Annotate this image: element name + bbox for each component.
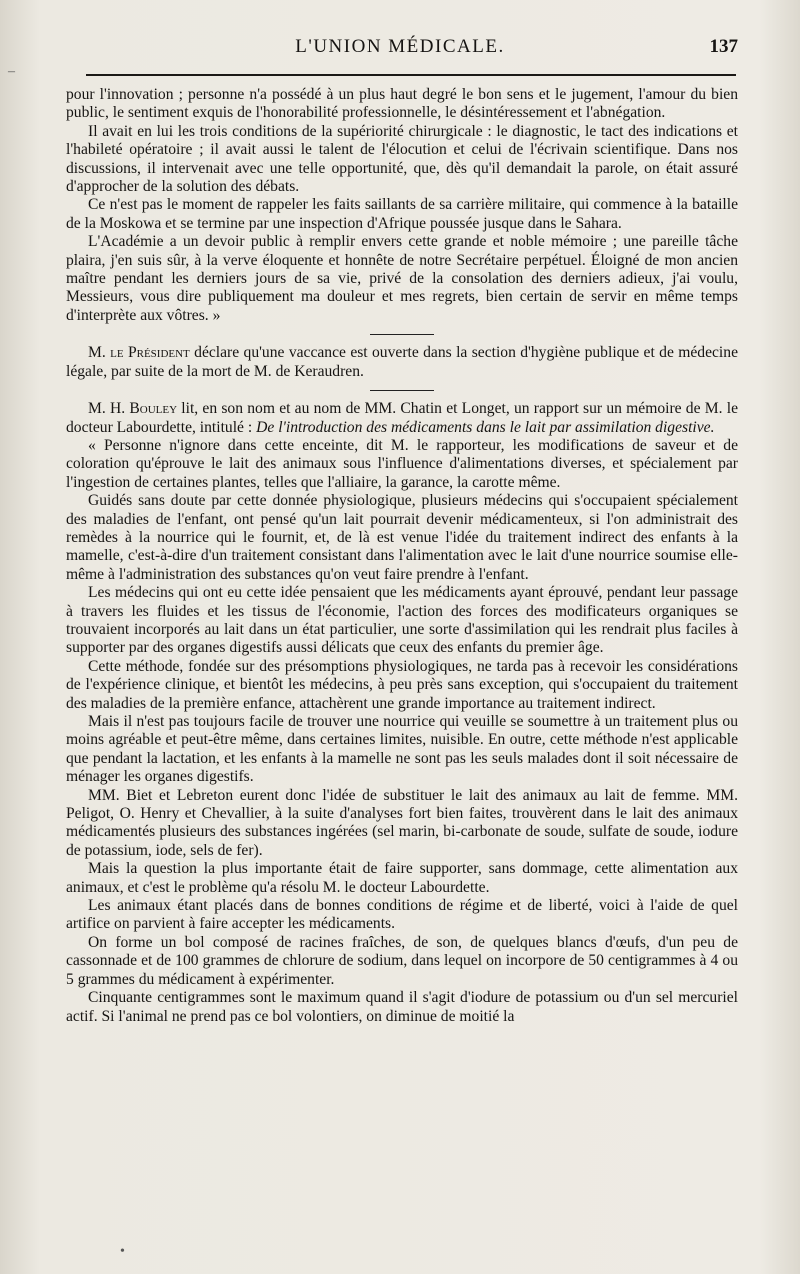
memoir-title: De l'introduction des médicaments dans le lait par assimilation digestive. — [256, 418, 715, 436]
paragraph: MM. Biet et Lebreton eurent donc l'idée de substituer le lait des animaux au lait de femme. MM. Peligot, O. Henry et Chevallier, à la suite d'analyses fort bien faites, trouvèrent dans le lait des animaux médicamentés plusieurs des substances ingérées (sel marin, bi-carbonate de soude, sulfate de soude, iodure de potassium, iode, sels de fer). — [66, 786, 738, 859]
report-intro — [66, 400, 738, 437]
margin-dot: • — [120, 1244, 125, 1259]
speaker-initials: M. H. — [88, 400, 126, 418]
paragraph: L'Académie a un devoir public à remplir envers cette grande et noble mémoire ; une pareille tâche plaira, j'en suis sûr, à la verve éloquente et honnête de notre Secrétaire perpétuel. Éloigné de mon ancien maître pendant les derniers jours de sa vie, privé de la consolation des derniers adieux, j'ai voulu, Messieurs, vous dire publiquement ma douleur et mes regrets, bien certain de servir en même temps d'interprète aux vôtres. » — [66, 233, 738, 324]
article-body — [66, 86, 738, 1026]
intro-text: lit, en son nom et au nom de MM. Chatin et Longet, un rapport sur un mémoire de M. le docteur Labourdette, intitulé : — [66, 400, 738, 436]
paragraph: Mais la question la plus importante était de faire supporter, sans dommage, cette alimentation aux animaux, et c'est le problème qu'a résolu M. le docteur Labourdette. — [66, 860, 738, 896]
statement-text: déclare qu'une vaccance est ouverte dans la section d'hygiène publique et de médecine légale, par suite de la mort de M. de Keraudren. — [66, 344, 738, 380]
paragraph: Mais il n'est pas toujours facile de trouver une nourrice qui veuille se soumettre à un traitement plus ou moins agréable et peut-être même, dans certaines limites, nuisible. En outre, cette méthode n'est applicable que pendant la lactation, et les enfants à la mamelle ne sont pas les seuls malades dont il soit nécessaire de ménager les organes digestifs. — [66, 713, 738, 786]
section-separator — [370, 334, 434, 335]
speaker-name: M. le Président — [88, 344, 190, 362]
paragraph: Les animaux étant placés dans de bonnes conditions de régime et de liberté, voici à l'aide de quel artifice on parvient à faire accepter les médicaments. — [66, 897, 738, 933]
speaker-name: Bouley — [129, 400, 178, 418]
paragraph: Cinquante centigrammes sont le maximum quand il s'agit d'iodure de potassium ou d'un sel mercuriel actif. Si l'animal ne prend pas ce bol volontiers, on diminue de moitié la — [66, 989, 738, 1025]
section-separator — [370, 390, 434, 391]
paragraph: Il avait en lui les trois conditions de la supériorité chirurgicale : le diagnostic, le tact des indications et l'habileté opératoire ; il avait aussi le talent de l'élocution et celui de l'écrivain scientifique. Dans nos discussions, il intervenait avec une telle opportunité, que, dès qu'il demandait la parole, on était assuré d'approcher de la solution des débats. — [66, 122, 738, 196]
paragraph: Cette méthode, fondée sur des présomptions physiologiques, ne tarda pas à recevoir les considérations de l'expérience clinique, et bientôt les médecins, à peu près sans exception, qui s'occupaient du traitement des maladies de la première enfance, attachèrent une grande importance au traitement indirect. — [66, 657, 738, 712]
running-head: L'UNION MÉDICALE. — [295, 36, 505, 57]
paragraph: « Personne n'ignore dans cette enceinte, dit M. le rapporteur, les modifications de saveur et de coloration qu'éprouve le lait des animaux sous l'influence d'alimentations diverses, et spécialement par l'ingestion de certaines plantes, telles que l'alliaire, la garance, la carotte même. — [66, 436, 738, 491]
paragraph: On forme un bol composé de racines fraîches, de son, de quelques blancs d'œufs, d'un peu de cassonnade et de 100 grammes de chlorure de sodium, dans lequel on incorpore de 50 centigrammes à 4 ou 5 grammes du médicament à expérimenter. — [66, 933, 738, 988]
page-number: 137 — [709, 36, 738, 57]
page-header — [0, 36, 800, 66]
paragraph: pour l'innovation ; personne n'a possédé à un plus haut degré le bon sens et le jugement, l'amour du bien public, le sentiment exquis de l'honorabilité professionnelle, le désintéressement et l'abnégation. — [66, 86, 738, 122]
paragraph: Guidés sans doute par cette donnée physiologique, plusieurs médecins qui s'occupaient spécialement des maladies de l'enfant, ont pensé qu'un lait pourrait devenir médicamenteux, si l'on administrait des remèdes à la nourrice qui le fournit, et, de là est venue l'idée du traitement indirect des enfants à la mamelle, c'est-à-dire d'un traitement consistant dans l'alimentation avec le lait d'une nourrice soumise elle-même à l'administration des substances qu'on veut faire prendre à l'enfant. — [66, 492, 738, 583]
president-statement — [66, 344, 738, 381]
paragraph: Ce n'est pas le moment de rappeler les faits saillants de sa carrière militaire, qui commence à la bataille de la Moskowa et se termine par une inspection d'Afrique poussée jusque dans le Sahara. — [66, 196, 738, 232]
margin-dash: – — [8, 64, 15, 79]
header-rule — [86, 74, 736, 76]
paragraph: Les médecins qui ont eu cette idée pensaient que les médicaments ayant éprouvé, pendant leur passage à travers les fluides et les tissus de l'économie, l'action des forces des modificateurs organiques se trouvaient incorporés au lait dans un état particulier, une sorte d'assimilation qui les rendrait plus faciles à supporter par des organes digestifs aussi délicats que ceux des enfants du premier âge. — [66, 584, 738, 657]
